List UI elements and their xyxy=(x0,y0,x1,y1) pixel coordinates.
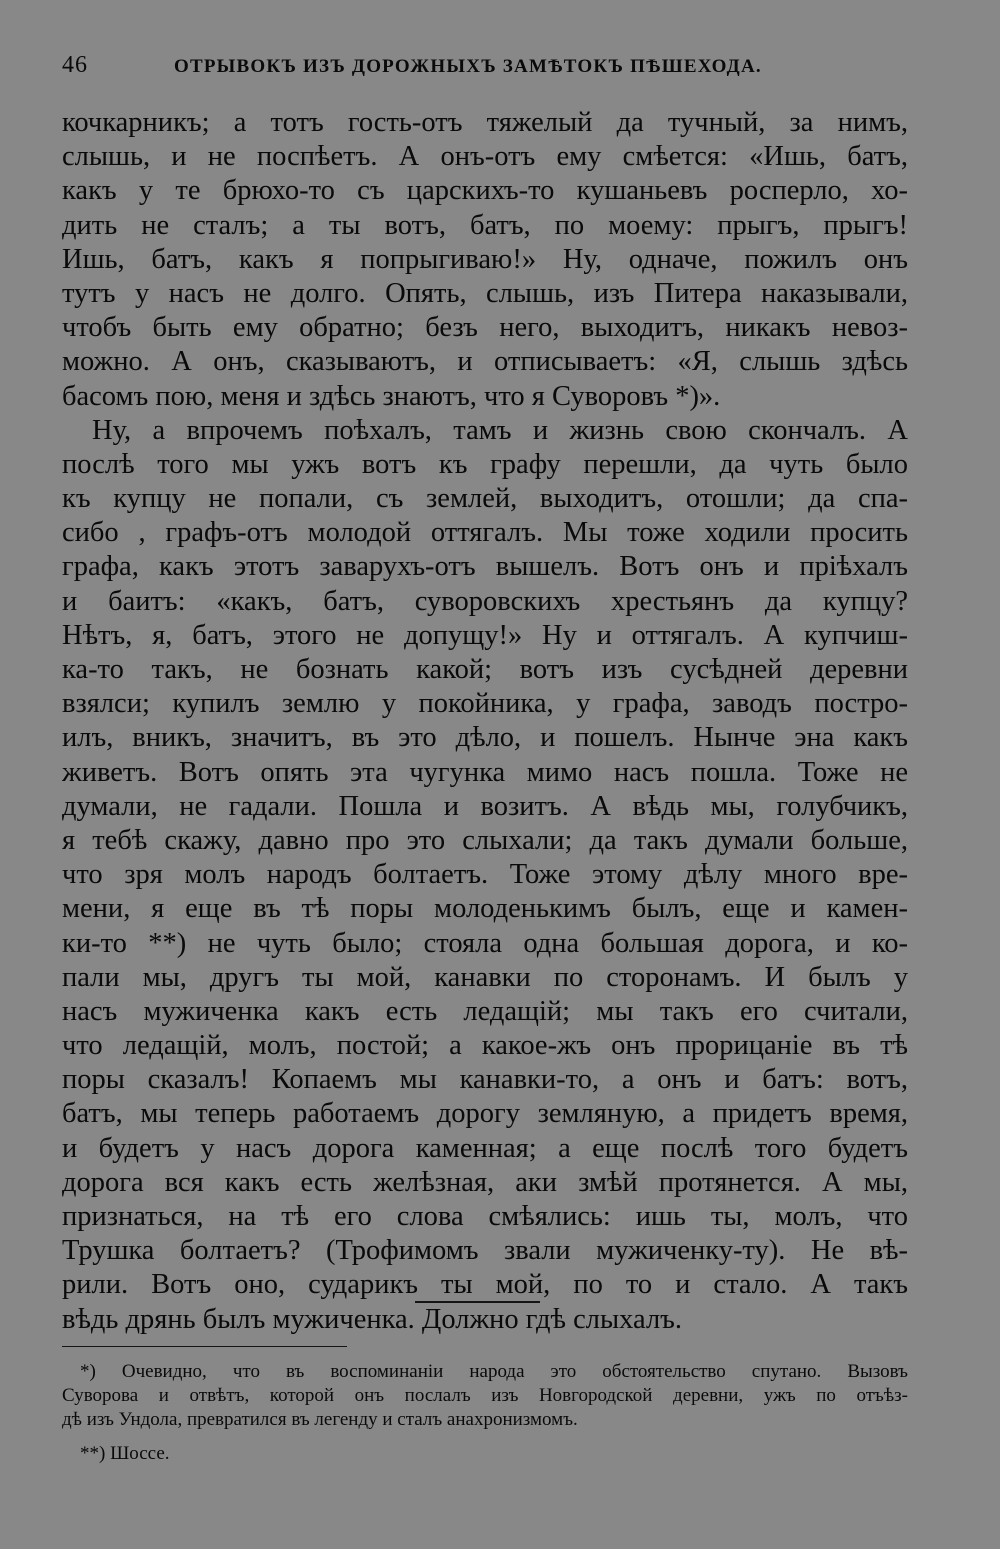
text-line: послѣ того мы ужъ вотъ къ графу перешли, да чуть было xyxy=(62,448,908,480)
footnote-1 xyxy=(62,1360,908,1432)
text-line: живетъ. Вотъ опять эта чугунка мимо насъ пошла. Тоже не xyxy=(62,756,908,788)
text-line: къ купцу не попали, съ землей, выходитъ, отошли; да спа- xyxy=(62,483,908,515)
section-separator xyxy=(415,1301,540,1303)
text-line: илъ, вникъ, значитъ, въ это дѣло, и пошелъ. Нынче эна какъ xyxy=(62,722,908,754)
text-line: батъ, мы теперь работаемъ дорогу земляную, а придетъ время, xyxy=(62,1098,908,1130)
text-line: Ишь, батъ, какъ я попрыгиваю!» Ну, одначе, пожилъ онъ xyxy=(62,243,908,275)
text-line: Трушка болтаетъ? (Трофимомъ звали мужиченку-ту). Не вѣ- xyxy=(62,1235,908,1267)
text-line: взялси; купилъ землю у покойника, у графа, заводъ постро- xyxy=(62,688,908,720)
text-line: рили. Вотъ оно, сударикъ ты мой, по то и стало. А такъ xyxy=(62,1269,908,1301)
text-line: и будетъ у насъ дорога каменная; а еще послѣ того будетъ xyxy=(62,1132,908,1164)
text-line: слышь, и не поспѣетъ. А онъ-отъ ему смѣется: «Ишь, батъ, xyxy=(62,141,908,173)
footnote-rule xyxy=(62,1346,347,1347)
page-number: 46 xyxy=(62,52,88,78)
footnote-2 xyxy=(62,1442,908,1466)
text-line: ка-то такъ, не бознать какой; вотъ изъ сусѣдней деревни xyxy=(62,654,908,685)
footnote-line: Суворова и отвѣтъ, которой онъ послалъ изъ Новгородской деревни, ужъ по отъѣз- xyxy=(62,1385,908,1406)
text-line: что ледащiй, молъ, постой; а какое-жъ онъ прорицанiе въ тѣ xyxy=(62,1030,908,1062)
footnote-line: *) Очевидно, что въ воспоминанiи народа это обстоятельство спутано. Вызовъ xyxy=(80,1361,908,1382)
text-line: что зря молъ народъ болтаетъ. Тоже этому дѣлу много вре- xyxy=(62,859,908,891)
body-text xyxy=(62,106,908,1337)
running-title: ОТРЫВОКЪ ИЗЪ ДОРОЖНЫХЪ ЗАМѢТОКЪ ПѢШЕХОДА. xyxy=(174,56,762,77)
text-line: Ну, а впрочемъ поѣхалъ, тамъ и жизнь свою скончалъ. А xyxy=(92,414,908,446)
text-line: Нѣтъ, я, батъ, этого не допущу!» Ну и оттягалъ. А купчиш- xyxy=(62,619,908,651)
text-line: басомъ пою, меня и здѣсь знаютъ, что я Суворовъ *)». xyxy=(62,380,721,412)
text-line: ки-то **) не чуть было; стояла одна большая дорога, и ко- xyxy=(62,927,908,959)
page-header xyxy=(62,52,942,84)
text-line: мени, я еще въ тѣ поры молоденькимъ былъ, еще и камен- xyxy=(62,893,908,925)
text-line: вѣдь дрянь былъ мужиченка. Должно гдѣ слыхалъ. xyxy=(62,1303,683,1335)
text-line: поры сказалъ! Копаемъ мы канавки-то, а онъ и батъ: вотъ, xyxy=(62,1064,908,1096)
text-line: пали мы, другъ ты мой, канавки по сторонамъ. И былъ у xyxy=(62,961,908,993)
text-line: графа, какъ этотъ заварухъ-отъ вышелъ. Вотъ онъ и прiѣхалъ xyxy=(62,551,908,583)
text-line: можно. А онъ, сказываютъ, и отписываетъ: «Я, слышь здѣсь xyxy=(62,346,908,378)
text-line: какъ у те брюхо-то съ царскихъ-то кушаньевъ росперло, хо- xyxy=(62,175,908,207)
footnotes xyxy=(62,1360,908,1466)
text-line: признаться, на тѣ его слова смѣялись: ишь ты, молъ, что xyxy=(62,1201,908,1232)
footnote-line: дѣ изъ Ундола, превратился въ легенду и сталъ анахронизмомъ. xyxy=(62,1409,578,1430)
text-line: и баитъ: «какъ, батъ, суворовскихъ хрестьянъ да купцу? xyxy=(62,585,908,617)
text-line: сибо , графъ-отъ молодой оттягалъ. Мы тоже ходили просить xyxy=(62,517,908,549)
text-line: тутъ у насъ не долго. Опять, слышь, изъ Питера наказывали, xyxy=(62,277,908,309)
text-line: чтобъ быть ему обратно; безъ него, выходитъ, никакъ невоз- xyxy=(62,312,908,344)
text-line: дить не сталъ; а ты вотъ, батъ, по моему: прыгъ, прыгъ! xyxy=(62,209,908,241)
text-line: думали, не гадали. Пошла и возитъ. А вѣдь мы, голубчикъ, xyxy=(62,790,908,822)
text-line: насъ мужиченка какъ есть ледащiй; мы такъ его считали, xyxy=(62,995,908,1027)
text-line: кочкарникъ; а тотъ гость-отъ тяжелый да тучный, за нимъ, xyxy=(62,107,908,138)
footnote-line: **) Шоссе. xyxy=(80,1443,170,1464)
text-line: дорога вся какъ есть желѣзная, аки змѣй протянется. А мы, xyxy=(62,1166,908,1198)
text-line: я тебѣ скажу, давно про это слыхали; да такъ думали больше, xyxy=(62,824,908,856)
